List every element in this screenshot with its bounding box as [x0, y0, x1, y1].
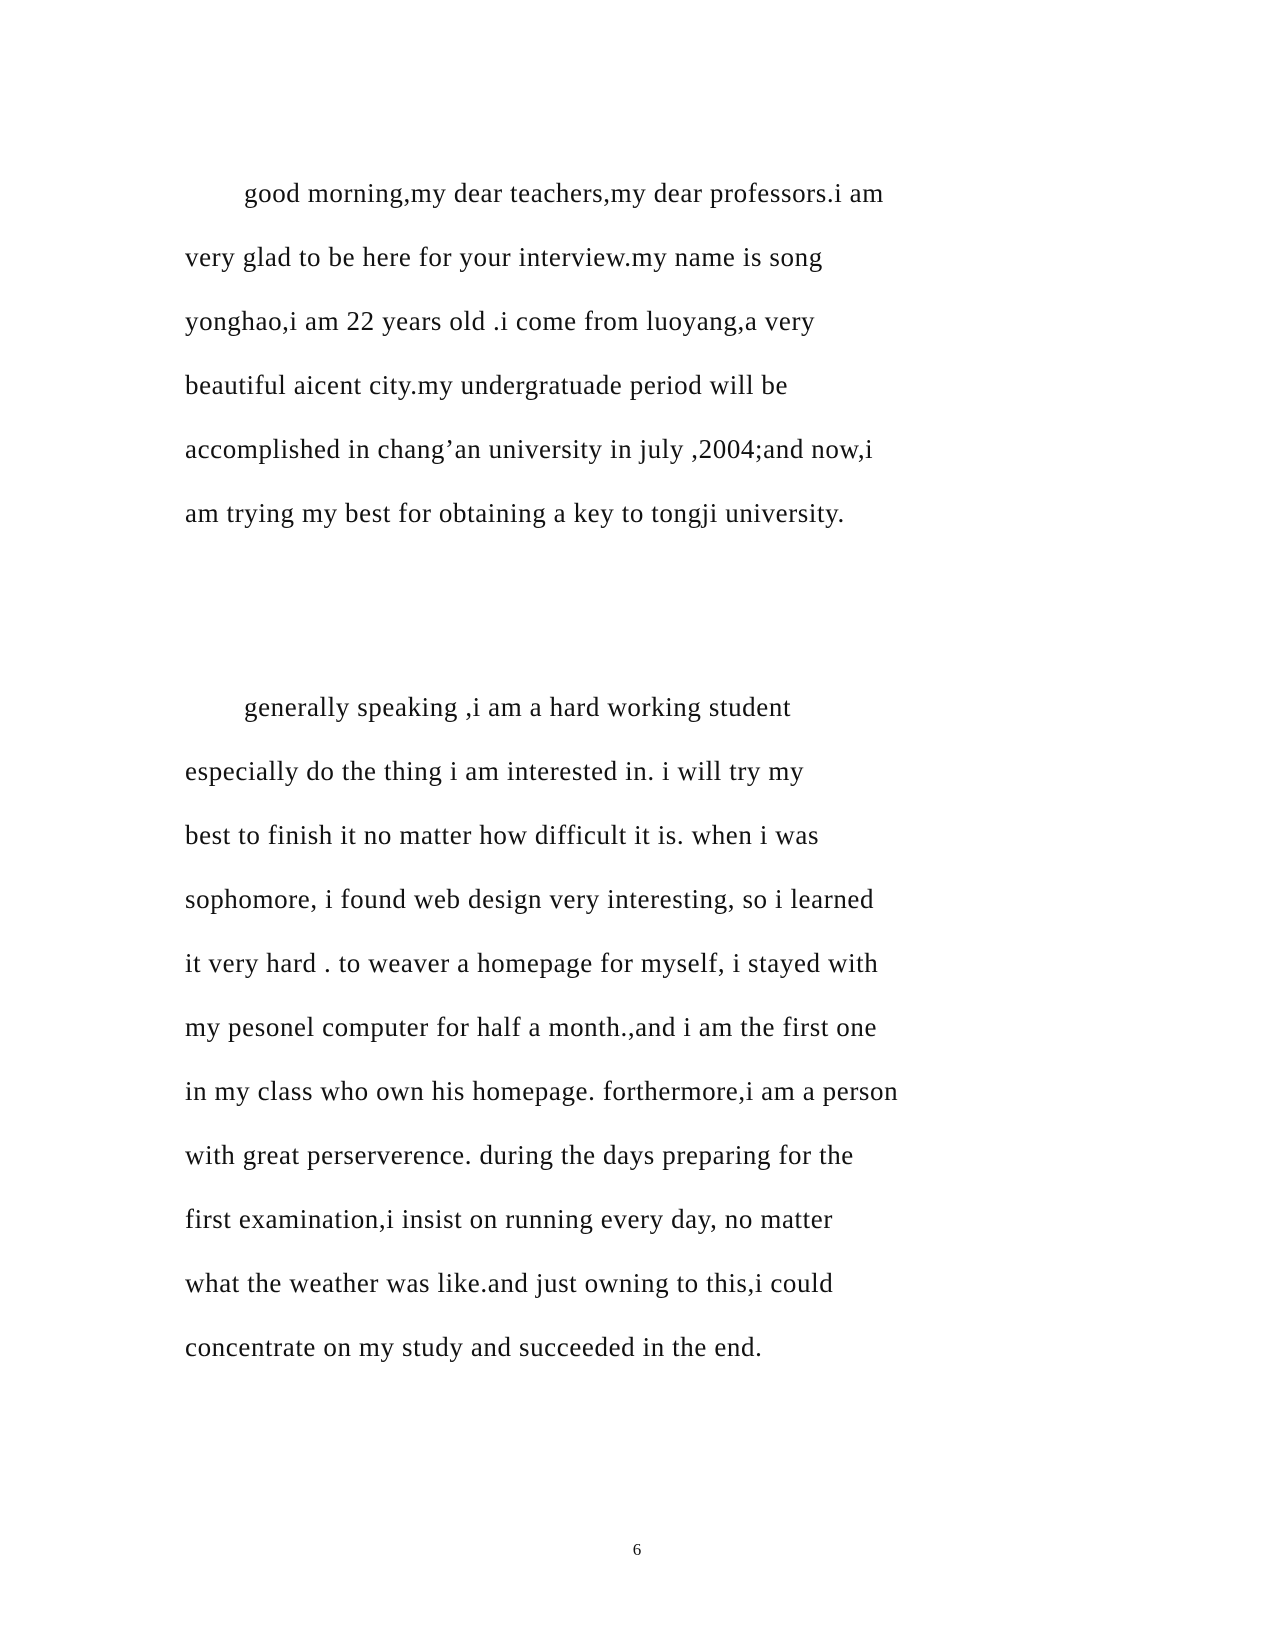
- paragraph-2-line-2: especially do the thing i am interested in. i will try my: [185, 756, 805, 786]
- paragraph-2-line-5: it very hard . to weaver a homepage for myself, i stayed with: [185, 948, 879, 978]
- paragraph-2-line-6: my pesonel computer for half a month.,and i am the first one: [185, 1012, 878, 1042]
- paragraph-2-line-11: concentrate on my study and succeeded in the end.: [185, 1332, 763, 1362]
- paragraph-2-line-4: sophomore, i found web design very interesting, so i learned: [185, 884, 875, 914]
- paragraph-1-line-6: am trying my best for obtaining a key to tongji university.: [185, 498, 845, 528]
- page-number: 6: [632, 1540, 642, 1559]
- paragraph-2-line-8: with great perserverence. during the days preparing for the: [185, 1140, 854, 1170]
- paragraph-1-line-5: accomplished in chang’an university in july ,2004;and now,i: [185, 434, 874, 464]
- paragraph-2-line-3: best to finish it no matter how difficult it is. when i was: [185, 820, 820, 850]
- paragraph-1-line-3: yonghao,i am 22 years old .i come from luoyang,a very: [185, 306, 816, 336]
- paragraph-1-line-1: good morning,my dear teachers,my dear professors.i am: [244, 178, 884, 208]
- paragraph-2-line-7: in my class who own his homepage. forthermore,i am a person: [185, 1076, 899, 1106]
- paragraph-2-line-9: first examination,i insist on running every day, no matter: [185, 1204, 833, 1234]
- paragraph-2-line-1: generally speaking ,i am a hard working student: [244, 692, 792, 722]
- paragraph-1-line-2: very glad to be here for your interview.my name is song: [185, 242, 823, 272]
- paragraph-2-line-10: what the weather was like.and just owning to this,i could: [185, 1268, 834, 1298]
- paragraph-1-line-4: beautiful aicent city.my undergratuade period will be: [185, 370, 789, 400]
